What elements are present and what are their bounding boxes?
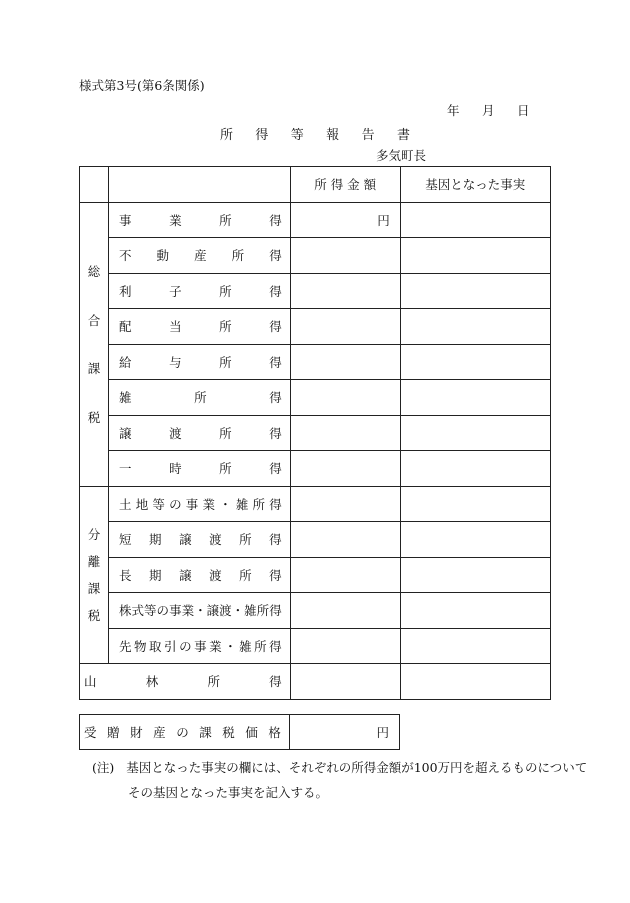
income-type-label: 事 業 所 得 [109,202,291,238]
table-row [80,415,551,451]
header-amount: 所 得 金 額 [290,167,400,203]
table-row [80,309,551,345]
note: (注) 基因となった事実の欄には、それぞれの所得金額が100万円を超えるものについて その基因となった事実を記入する。 [92,755,587,805]
table-row [80,628,551,664]
form-number: 様式第3号(第6条関係) [79,78,205,93]
income-table [79,166,551,700]
amount-field[interactable] [290,557,400,593]
fact-field[interactable] [400,273,550,309]
income-type-label: 配 当 所 得 [109,309,291,345]
fact-field[interactable] [400,522,550,558]
fact-field[interactable] [400,557,550,593]
income-type-label: 長 期 譲 渡 所 得 [109,557,291,593]
fact-field[interactable] [400,451,550,487]
group-label: 分 離 課 税 [80,486,109,664]
table-row [80,451,551,487]
table-header-row [80,167,551,203]
fact-field[interactable] [400,593,550,629]
amount-field[interactable] [290,415,400,451]
income-type-label: 土 地 等 の 事 業 ・ 雑 所 得 [109,486,291,522]
amount-field[interactable] [290,664,400,700]
date-year-label: 年 [447,103,460,118]
gift-property-table [79,714,400,750]
income-type-label: 給 与 所 得 [109,344,291,380]
amount-field[interactable] [290,522,400,558]
amount-field[interactable] [290,309,400,345]
table-row [80,593,551,629]
gift-label: 受 贈 財 産 の 課 税 価 格 [80,715,290,750]
income-type-label: 一 時 所 得 [109,451,291,487]
note-line-1: 基因となった事実の欄には、それぞれの所得金額が100万円を超えるものについて [126,760,588,775]
table-row [80,664,551,700]
table-row [80,202,551,238]
amount-field[interactable] [290,344,400,380]
amount-field[interactable]: 円 [290,202,400,238]
note-line-2: その基因となった事実を記入する。 [128,785,329,800]
fact-field[interactable] [400,309,550,345]
amount-field[interactable] [290,380,400,416]
header-fact: 基因となった事実 [400,167,550,203]
fact-field[interactable] [400,238,550,274]
fact-field[interactable] [400,628,550,664]
fact-field[interactable] [400,344,550,380]
income-type-label: 雑 所 得 [109,380,291,416]
income-type-label: 短 期 譲 渡 所 得 [109,522,291,558]
table-row [80,522,551,558]
amount-field[interactable] [290,628,400,664]
income-type-label: 株 式 等 の 事 業 ・ 譲 渡 ・ 雑 所 得 [109,593,291,629]
table-row [80,344,551,380]
income-type-label: 利 子 所 得 [109,273,291,309]
date-day-label: 日 [517,103,530,118]
table-row [80,380,551,416]
gift-row [80,715,400,750]
forestry-income-label: 山 林 所 得 [80,664,291,700]
group-label: 総 合 課 税 [80,202,109,486]
amount-field[interactable] [290,238,400,274]
fact-field[interactable] [400,380,550,416]
fact-field[interactable] [400,415,550,451]
amount-field[interactable] [290,486,400,522]
amount-field[interactable] [290,593,400,629]
table-row [80,238,551,274]
amount-field[interactable] [290,451,400,487]
table-row [80,557,551,593]
date-month-label: 月 [482,103,495,118]
addressee: 多気町長 [376,146,528,167]
table-row [80,486,551,522]
amount-field[interactable] [290,273,400,309]
header-blank-cell [80,167,109,203]
income-type-label: 譲 渡 所 得 [109,415,291,451]
fact-field[interactable] [400,486,550,522]
table-row [80,273,551,309]
income-type-label: 不 動 産 所 得 [109,238,291,274]
document-title: 所 得 等 報 告 書 [220,128,410,143]
fact-field[interactable] [400,664,550,700]
header-blank-cell [109,167,291,203]
income-type-label: 先 物 取 引 の 事 業 ・ 雑 所 得 [109,628,291,664]
gift-amount-field[interactable]: 円 [290,715,400,750]
fact-field[interactable] [400,202,550,238]
